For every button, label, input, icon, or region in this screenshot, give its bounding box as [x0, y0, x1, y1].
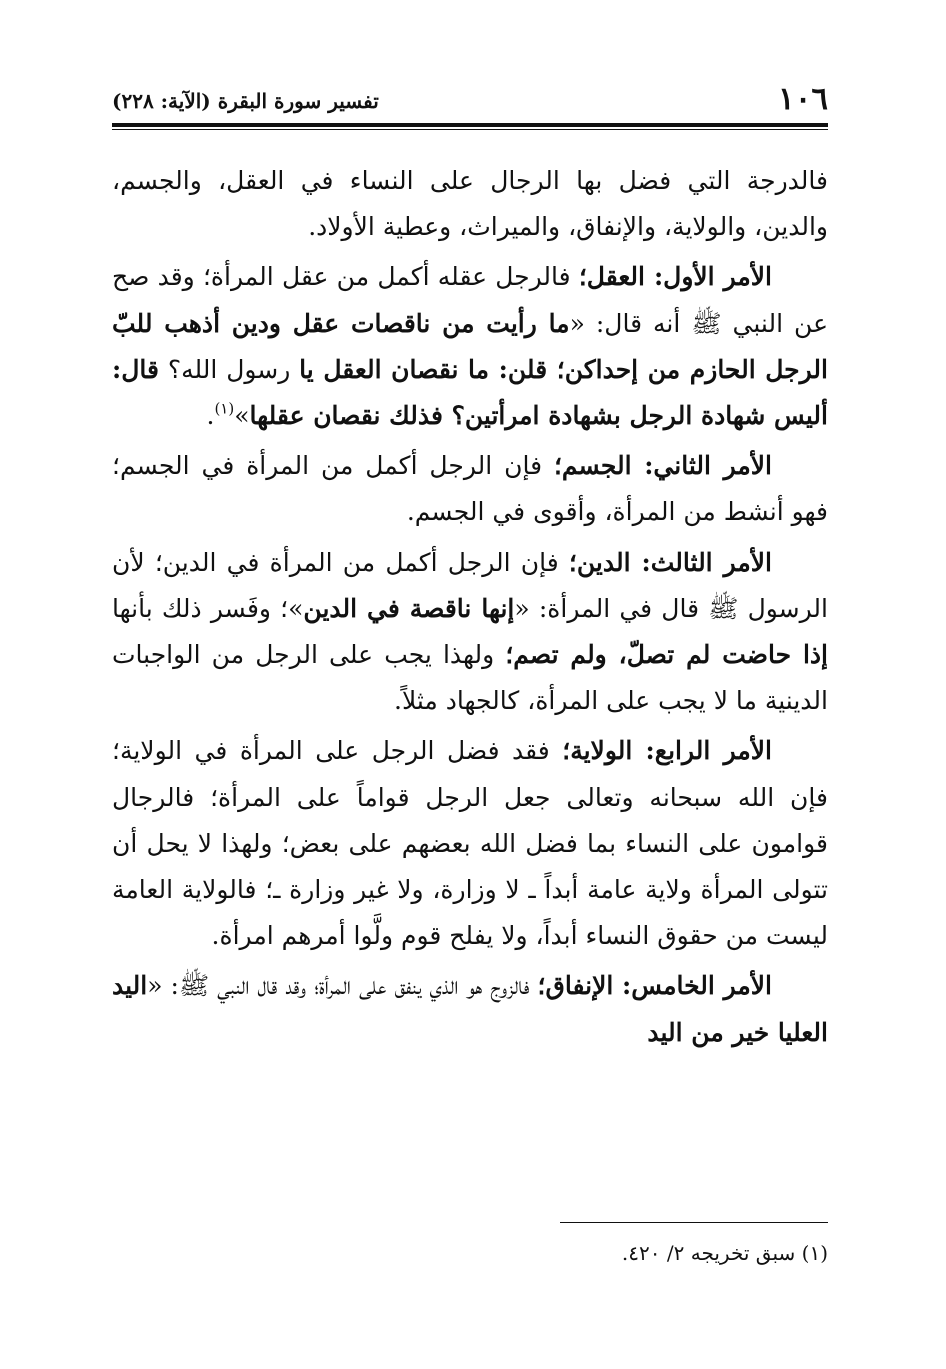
body-text: [112, 158, 828, 1056]
paragraph-text: »: [234, 401, 250, 431]
footnote: (١) سبق تخريجه ٢/ ٤٢٠.: [621, 1241, 828, 1265]
paragraph-heading: الأمر الثالث: الدين؛: [568, 547, 772, 577]
hadith-quote: إنها ناقصة في الدين: [303, 593, 515, 623]
paragraph-text: فإن الرجل أكمل من المرأة في الجسم؛ فهو أنشط من المرأة، وأقوى في الجسم.: [112, 451, 828, 527]
paragraph-intro: فالدرجة التي فضل بها الرجال على النساء في العقل، والجسم، والدين، والولاية، والإنفاق، والميراث، وعطية الأولاد.: [112, 166, 828, 242]
paragraph-text: ولهذا يجب على الرجل من الواجبات الدينية ما لا يجب على المرأة، كالجهاد مثلاً.: [112, 640, 828, 716]
page-number: ١٠٦: [778, 81, 828, 117]
paragraph-text: فالرجل عقله أكمل من عقل المرأة؛ وقد صح عن النبي ﷺ أنه قال: «: [112, 262, 828, 338]
paragraph-second-matter: [112, 443, 828, 535]
hadith-quote: إذا حاضت لم تصلّ، ولم تصم؛: [505, 640, 828, 670]
paragraph-heading: الأمر الخامس: الإنفاق؛: [537, 971, 772, 1001]
header-rule-thick: [112, 123, 828, 127]
header-rule-thin: [112, 129, 828, 130]
paragraph-text: فقد فضل الرجل على المرأة في الولاية؛ فإن الله سبحانه وتعالى جعل الرجل قواماً على المرأة؛ فالرجال قوامون على النساء بما فضل الله بعضهم على بعض؛ ولهذا لا يحل أن تتولى المرأة ولاية عامة أبداً ـ لا وزارة، ولا غير وزارة ـ؛ فالولاية العامة ليست من حقوق النساء أبداً، ولا يفلح قوم ولَّوا أمرهم امرأة.: [112, 736, 828, 951]
paragraph-first-matter: [112, 254, 828, 439]
paragraph-text: فالزوج هو الذي ينفق على المرأة؛ وقد قال النبي ﷺ: «: [147, 971, 538, 1001]
running-title: تفسير سورة البقرة (الآية: ٢٢٨): [112, 89, 379, 113]
paragraph-text: رسول الله؟: [158, 354, 300, 384]
paragraph-heading: الأمر الرابع: الولاية؛: [562, 736, 772, 766]
hadith-quote: ما رأيت من ناقصات عقل ودين أذهب للبّ الرجل الحازم من إحداكن؛ قلن: ما نقصان العقل يا: [112, 308, 828, 384]
paragraph-fifth-matter: [112, 963, 828, 1055]
hadith-quote: قال: أليس شهادة الرجل بشهادة امرأتين؟ فذلك نقصان عقلها: [112, 354, 828, 431]
paragraph-text: .: [206, 401, 215, 431]
paragraph-fourth-matter: [112, 728, 828, 959]
paragraph-heading: الأمر الأول: العقل؛: [578, 262, 772, 292]
paragraph-heading: الأمر الثاني: الجسم؛: [553, 451, 772, 481]
footnote-reference[interactable]: (١): [214, 399, 235, 418]
paragraph-third-matter: [112, 540, 828, 725]
hadith-quote: اليد العليا خير من اليد: [112, 971, 828, 1047]
footnote-separator: [560, 1222, 828, 1223]
paragraph-text: فإن الرجل أكمل من المرأة في الدين؛ لأن الرسول ﷺ قال في المرأة: «: [112, 547, 828, 623]
running-header: [112, 82, 828, 126]
paragraph-text: »؛ وفَسر ذلك بأنها: [112, 593, 304, 623]
